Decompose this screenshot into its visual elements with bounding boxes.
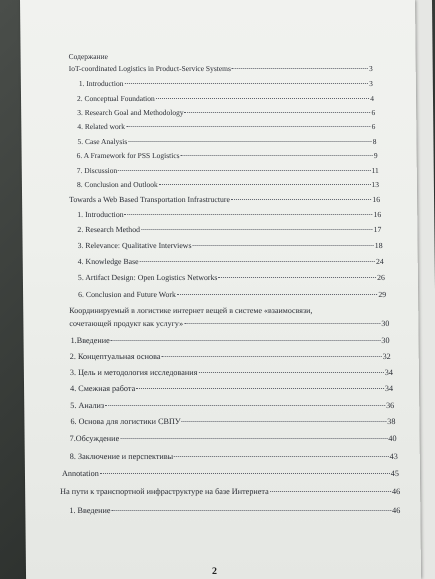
toc-entry: 1. Введение 46 bbox=[69, 506, 401, 515]
toc-entry: 8. Заключение и перспективы 43 bbox=[69, 452, 398, 461]
table-of-contents bbox=[20, 0, 421, 579]
toc-entry: 6. Conclusion and Future Work 29 bbox=[78, 290, 387, 299]
toc-entry: 3. Research Goal and Methodology 6 bbox=[77, 108, 376, 117]
document-page bbox=[20, 0, 421, 579]
toc-heading: Содержание bbox=[68, 52, 108, 61]
toc-entry: 2. Концептуальная основа 32 bbox=[69, 352, 391, 361]
toc-entry: На пути к транспортной инфраструктуре на базе Интернета 46 bbox=[60, 487, 401, 496]
page-number: 2 bbox=[211, 566, 218, 577]
toc-entry: 5. Artifact Design: Open Logistics Networks 26 bbox=[77, 273, 385, 282]
toc-entry: 1.Введение 30 bbox=[70, 336, 390, 345]
toc-entry: 4. Смежная работа 34 bbox=[70, 384, 394, 393]
toc-entry: 7. Discussion 11 bbox=[76, 166, 379, 175]
toc-entry: Annotation 45 bbox=[61, 469, 400, 478]
toc-entry: Координируемый в логистике интернет вещей в системе «взаимосвязи, bbox=[69, 306, 313, 315]
toc-entry: сочетающей продукт как услугу» 30 bbox=[69, 319, 390, 328]
toc-entry: 3. Цель и методология исследования 34 bbox=[69, 368, 393, 377]
toc-entry: 8. Conclusion and Outlook 13 bbox=[76, 180, 379, 189]
toc-entry: 5. Case Analysis 8 bbox=[77, 137, 377, 146]
toc-entry: 6. Основа для логистики СВПУ 38 bbox=[70, 417, 396, 426]
toc-entry: 6. A Framework for PSS Logistics 9 bbox=[76, 151, 378, 160]
toc-entry: 4. Related work 6 bbox=[77, 122, 376, 131]
toc-entry: 1. Introduction 3 bbox=[78, 79, 373, 88]
toc-entry: 2. Conceptual Foundation 4 bbox=[76, 94, 375, 103]
toc-entry: 1. Introduction 16 bbox=[77, 210, 382, 219]
toc-entry: 3. Relevance: Qualitative Interviews 18 bbox=[77, 241, 383, 250]
toc-entry: 4. Knowledge Base 24 bbox=[77, 257, 384, 266]
toc-entry: Towards a Web Based Transportation Infrastructure 16 bbox=[69, 195, 381, 204]
toc-entry: 7.Обсуждение 40 bbox=[69, 434, 397, 443]
toc-entry: 2. Research Method 17 bbox=[77, 225, 382, 234]
toc-entry: IoT-coordinated Logistics in Product-Service Systems 3 bbox=[68, 64, 373, 73]
toc-entry: 5. Анализ 36 bbox=[70, 401, 395, 410]
